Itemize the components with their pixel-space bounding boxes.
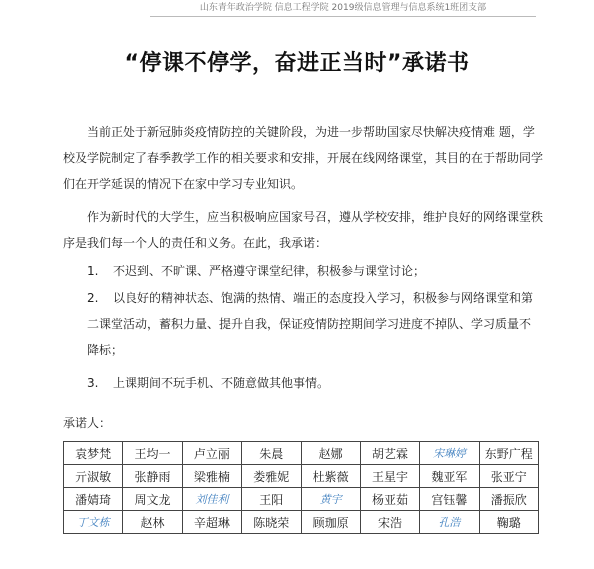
pledge-item-number: 3. [87,376,99,390]
page-header: 山东青年政治学院 信息工程学院 2019级信息管理与信息系统1班团支部 [150,2,536,17]
handwritten-signature: 宋琳婷 [420,442,479,465]
handwritten-signature: 黄宇 [301,488,360,511]
handwritten-signature: 丁文栋 [64,511,123,534]
signature-cell: 辛超琳 [182,511,241,534]
pledge-item-text: 以良好的精神状态、饱满的热情、端正的态度投入学习，积极参与网络课堂和第二课堂活动，蓄积力量、提升自我，保证疫情防控期间学习进度不掉队、学习质量不降标； [87,291,534,357]
pledge-item-number: 1. [87,264,99,278]
signature-cell: 袁梦梵 [64,442,123,465]
signature-cell: 亓淑敏 [64,465,123,488]
signature-cell: 王均一 [123,442,182,465]
pledger-label: 承诺人： [63,416,112,430]
signature-cell: 潘婧琦 [64,488,123,511]
signature-cell: 赵娜 [301,442,360,465]
signature-table [63,441,539,534]
signature-cell: 梁雅楠 [182,465,241,488]
signature-cell: 杨亚茹 [360,488,419,511]
signature-cell: 王星宇 [360,465,419,488]
signature-row [64,465,539,488]
document-title: “停课不停学，奋进正当时”承诺书 [124,51,470,76]
signature-row [64,488,539,511]
signature-cell: 鞠璐 [479,511,538,534]
signature-cell: 杜紫薇 [301,465,360,488]
handwritten-signature: 刘佳利 [182,488,241,511]
pledge-item-number: 2. [87,291,99,305]
signature-cell: 东野广程 [479,442,538,465]
signature-cell: 宫钰馨 [420,488,479,511]
pledge-item-text: 上课期间不玩手机、不随意做其他事情。 [113,376,330,390]
pledge-paragraph: 作为新时代的大学生，应当积极响应国家号召，遵从学校安排，维护良好的网络课堂秩序是我们每一个人的责任和义务。在此，我承诺： [63,210,544,250]
signature-row [64,442,539,465]
signature-cell: 潘振欣 [479,488,538,511]
handwritten-signature: 孔浩 [420,511,479,534]
pledge-item-1 [87,258,542,284]
pledge-item-2 [87,285,542,363]
signature-row [64,511,539,534]
signature-cell: 王阳 [242,488,301,511]
signature-cell: 胡艺霖 [360,442,419,465]
signature-cell: 卢立丽 [182,442,241,465]
signature-cell: 周文龙 [123,488,182,511]
pledge-item-3 [87,370,542,396]
intro-paragraph: 当前正处于新冠肺炎疫情防控的关键阶段，为进一步帮助国家尽快解决疫情难 题，学校及学院制定了春季教学工作的相关要求和安排，开展在线网络课堂，其目的在于帮助同学们在开学延误的情况下在家中学习专业知识。 [63,125,544,191]
signature-cell: 顾珈原 [301,511,360,534]
signature-cell: 朱晨 [242,442,301,465]
signature-cell: 张静雨 [123,465,182,488]
signature-cell: 宋浩 [360,511,419,534]
signature-cell: 张亚宁 [479,465,538,488]
signature-cell: 魏亚军 [420,465,479,488]
signature-cell: 陈晓荣 [242,511,301,534]
pledge-item-text: 不迟到、不旷课、严格遵守课堂纪律，积极参与课堂讨论； [113,264,426,278]
signature-cell: 娄雅妮 [242,465,301,488]
signature-cell: 赵林 [123,511,182,534]
